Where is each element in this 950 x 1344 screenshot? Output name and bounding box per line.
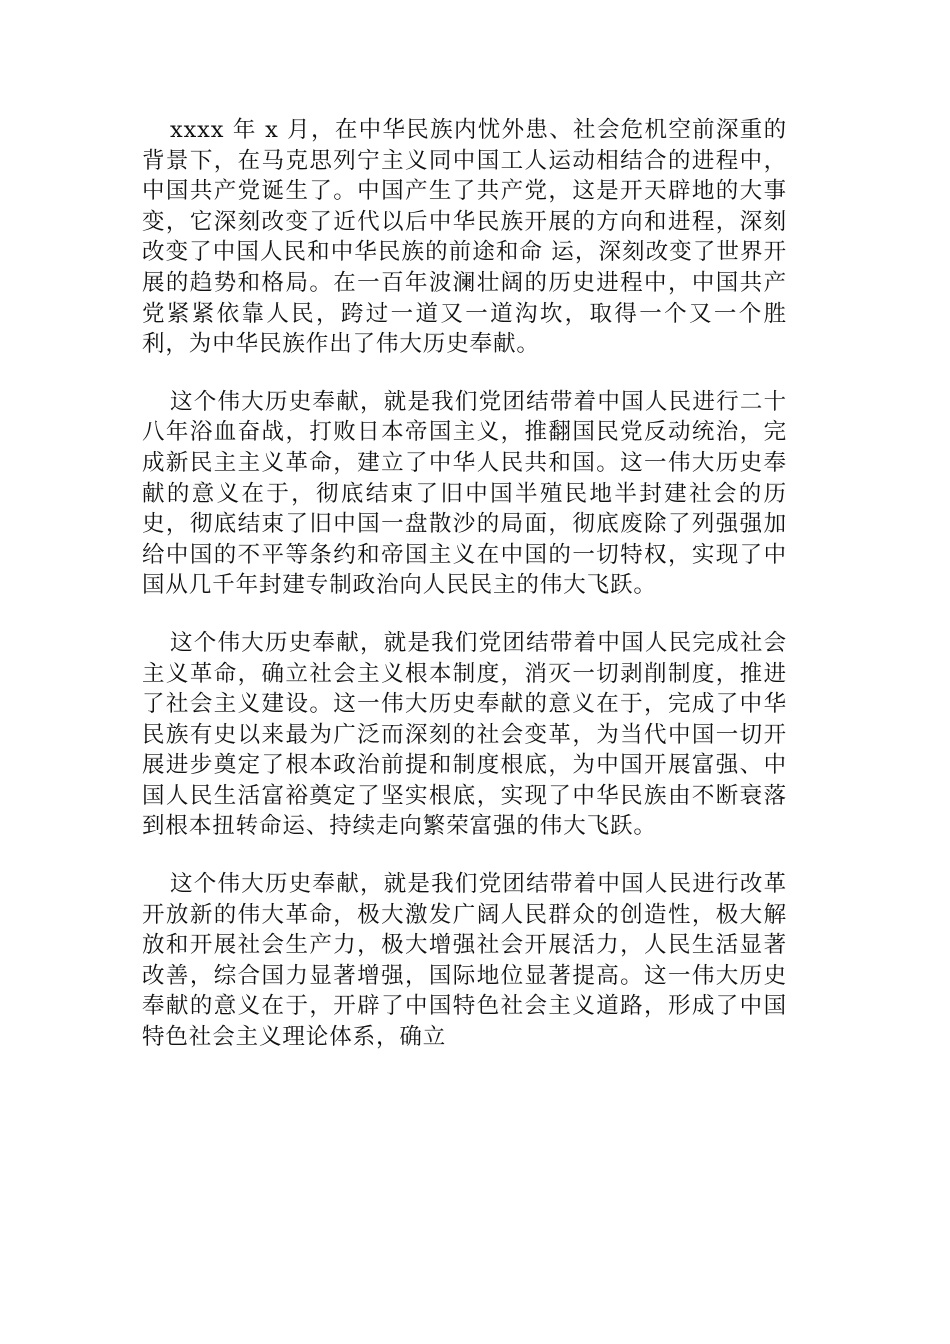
paragraph-3: 这个伟大历史奉献，就是我们党团结带着中国人民完成社会主义革命，确立社会主义根本制度，消灭一切剥削制度，推进了社会主义建设。这一伟大历史奉献的意义在于，完成了中华民族有史以来最为广泛而深刻的社会变革，为当代中国一切开展进步奠定了根本政治前提和制度根底，为中国开展富强、中国人民生活富裕奠定了坚实根底，实现了中华民族由不断衰落到根本扭转命运、持续走向繁荣富强的伟大飞跃。 — [142, 629, 787, 840]
paragraph-2: 这个伟大历史奉献，就是我们党团结带着中国人民进行二十八年浴血奋战，打败日本帝国主义，推翻国民党反动统治，完成新民主主义革命，建立了中华人民共和国。这一伟大历史奉献的意义在于，彻底结束了旧中国半殖民地半封建社会的历史，彻底结束了旧中国一盘散沙的局面，彻底废除了列强强加给中国的不平等条约和帝国主义在中国的一切特权，实现了中国从几千年封建专制政治向人民民主的伟大飞跃。 — [142, 388, 787, 599]
paragraph-1: xxxx 年 x 月，在中华民族内忧外患、社会危机空前深重的背景下，在马克思列宁主义同中国工人运动相结合的进程中，中国共产党诞生了。中国产生了共产党，这是开天辟地的大事变，它深刻改变了近代以后中华民族开展的方向和进程，深刻改变了中国人民和中华民族的前途和命 运，深刻改变了世界开展的趋势和格局。在一百年波澜壮阔的历史进程中，中国共产党紧紧依靠人民，跨过一道又一道沟坎，取得一个又一个胜利，为中华民族作出了伟大历史奉献。 — [142, 117, 787, 358]
document-body — [142, 115, 787, 1080]
paragraph-4: 这个伟大历史奉献，就是我们党团结带着中国人民进行改革开放新的伟大革命，极大激发广阔人民群众的创造性，极大解放和开展社会生产力，极大增强社会开展活力，人民生活显著改善，综合国力显著增强，国际地位显著提高。这一伟大历史奉献的意义在于，开辟了中国特色社会主义道路，形成了中国特色社会主义理论体系，确立 — [142, 871, 787, 1051]
